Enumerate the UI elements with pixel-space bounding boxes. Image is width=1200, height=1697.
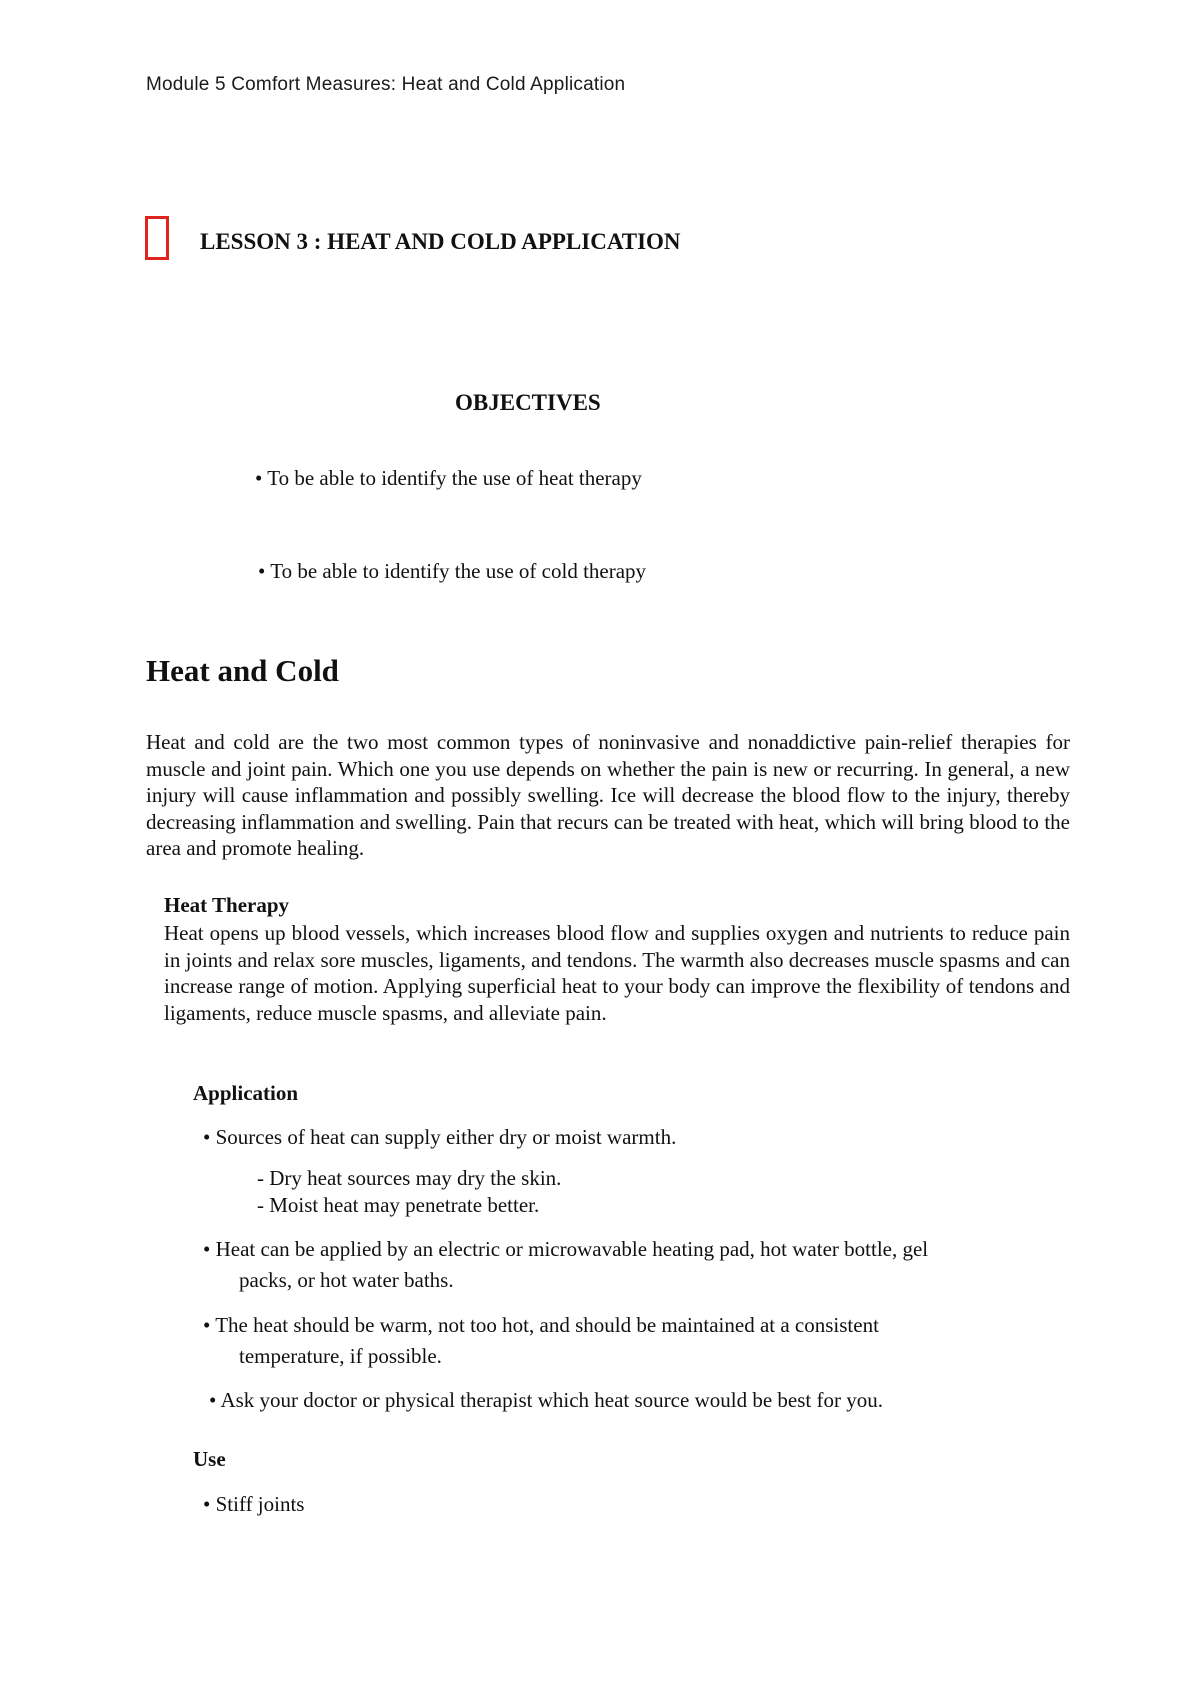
- application-bullet-continued: packs, or hot water baths.: [239, 1268, 454, 1292]
- heat-therapy-heading: Heat Therapy: [164, 893, 290, 917]
- application-bullet: • Heat can be applied by an electric or microwavable heating pad, hot water bottle, gel: [203, 1237, 929, 1261]
- application-bullet: • Ask your doctor or physical therapist which heat source would be best for you.: [209, 1388, 883, 1412]
- heat-therapy-paragraph: Heat opens up blood vessels, which increases blood flow and supplies oxygen and nutrients to reduce pain in joints and relax sore muscles, ligaments, and tendons. The warmth also decreases muscle spasms and can increase range of motion. Applying superficial heat to your body can improve the flexibility of tendons and ligaments, reduce muscle spasms, and alleviate pain.: [164, 921, 1070, 1025]
- section-heading-heat-and-cold: Heat and Cold: [146, 653, 339, 688]
- lesson-marker-icon: [145, 216, 169, 260]
- lesson-title: LESSON 3 : HEAT AND COLD APPLICATION: [200, 229, 681, 254]
- application-subitem: - Moist heat may penetrate better.: [257, 1193, 540, 1217]
- application-subitem: - Dry heat sources may dry the skin.: [257, 1166, 562, 1190]
- use-item: • Stiff joints: [203, 1492, 305, 1516]
- objective-item: • To be able to identify the use of cold therapy: [258, 559, 647, 583]
- application-bullet: • The heat should be warm, not too hot, and should be maintained at a consistent: [203, 1313, 879, 1337]
- application-bullet-continued: temperature, if possible.: [239, 1344, 442, 1368]
- module-header: Module 5 Comfort Measures: Heat and Cold Application: [146, 74, 626, 95]
- intro-paragraph: Heat and cold are the two most common types of noninvasive and nonaddictive pain-relief therapies for muscle and joint pain. Which one you use depends on whether the pain is new or recurring. In general, a new injury will cause inflammation and possibly swelling. Ice will decrease the blood flow to the injury, thereby decreasing inflammation and swelling. Pain that recurs can be treated with heat, which will bring blood to the area and promote healing.: [146, 730, 1070, 861]
- application-heading: Application: [193, 1081, 299, 1105]
- use-heading: Use: [193, 1447, 226, 1471]
- objective-item: • To be able to identify the use of heat therapy: [255, 466, 642, 490]
- application-bullet: • Sources of heat can supply either dry or moist warmth.: [203, 1125, 677, 1149]
- objectives-heading: OBJECTIVES: [455, 390, 601, 415]
